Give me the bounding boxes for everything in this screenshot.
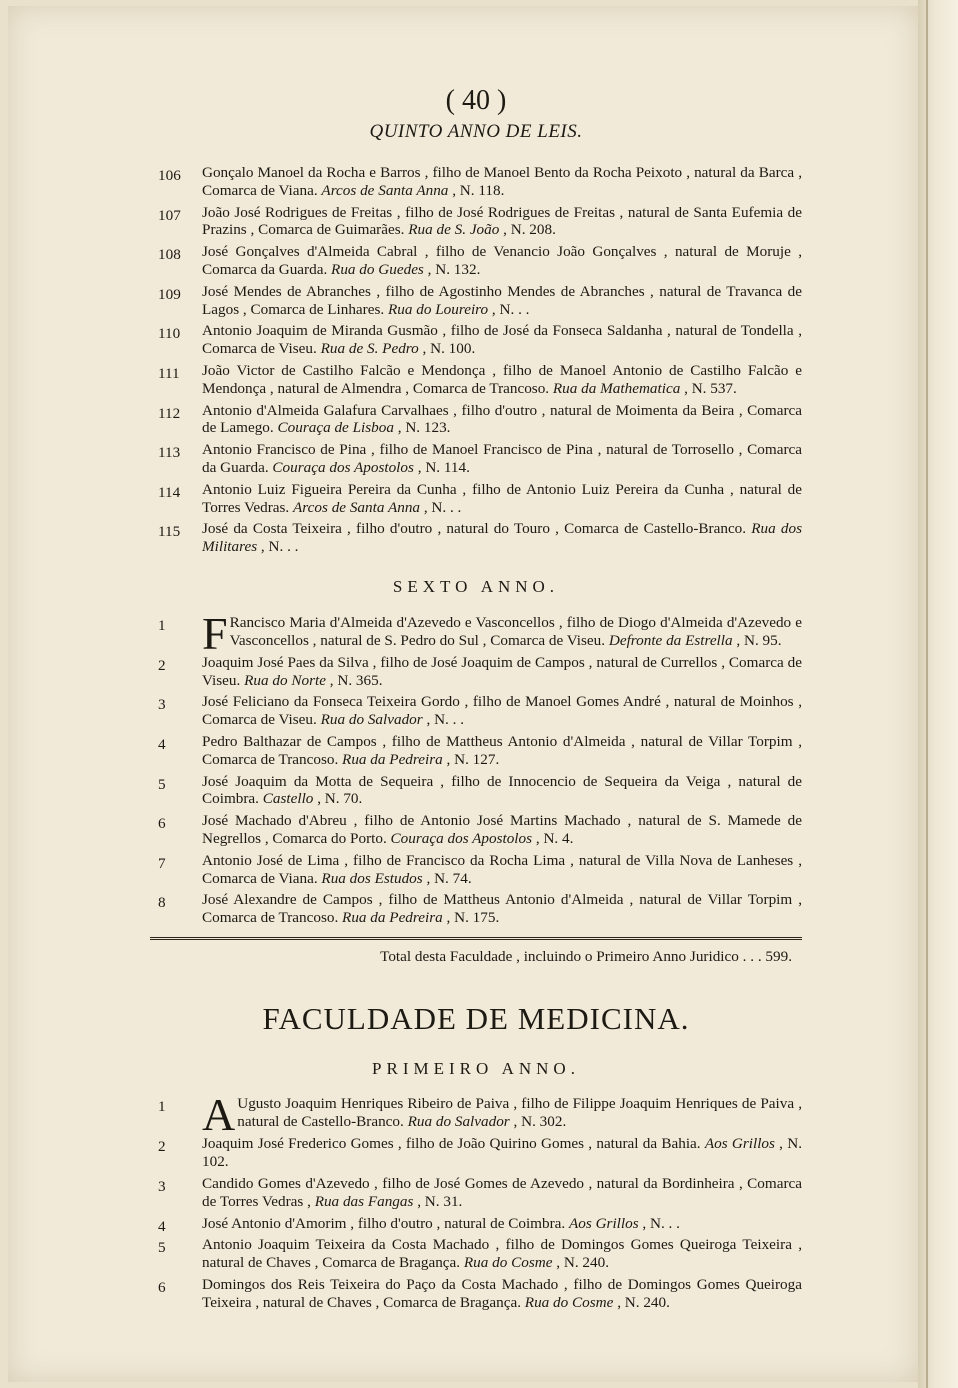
entry-body: Domingos dos Reis Teixeira do Paço da Costa Machado , filho de Domingos Gomes Queiroga Teixeira , natural de Chaves , Comarca de Bragança. bbox=[202, 1276, 802, 1311]
entry-text bbox=[202, 322, 802, 358]
entry-house-number: , N. 240. bbox=[552, 1254, 609, 1272]
entry-house-number: , N. 127. bbox=[442, 750, 500, 768]
entry-number: 4 bbox=[158, 735, 166, 753]
entry-number: 107 bbox=[158, 206, 181, 224]
entry-house-number: , N. . . bbox=[257, 538, 299, 556]
entry-text bbox=[202, 773, 802, 809]
entry-house-number: , N. 240. bbox=[613, 1293, 670, 1311]
entry-house-number: , N. 95. bbox=[732, 631, 782, 649]
student-entry bbox=[150, 243, 802, 279]
entry-number: 8 bbox=[158, 894, 166, 912]
entry-house-number: , N. . . bbox=[422, 711, 465, 729]
entry-body: José Gonçalves d'Almeida Cabral , filho de Venancio João Gonçalves , natural de Moruje , Comarca da Guarda. bbox=[202, 243, 802, 278]
entry-number: 7 bbox=[158, 854, 166, 872]
entry-address: Rua do Cosme bbox=[463, 1254, 553, 1272]
student-entry bbox=[150, 322, 802, 358]
entry-text bbox=[202, 1276, 802, 1312]
student-entry bbox=[150, 481, 802, 517]
entry-body: Antonio Joaquim Teixeira da Costa Machado , filho de Domingos Gomes Queiroga Teixeira , natural de Chaves , Comarca de Bragança. bbox=[202, 1236, 802, 1272]
student-entry bbox=[150, 773, 802, 809]
entry-body: Antonio Joaquim de Miranda Gusmão , filho de José da Fonseca Saldanha , natural de Tondella , Comarca de Viseu. bbox=[202, 322, 802, 358]
entry-house-number: , N. 31. bbox=[413, 1192, 463, 1210]
entry-number: 114 bbox=[158, 483, 181, 501]
entry-house-number: , N. 70. bbox=[313, 790, 363, 808]
student-entry bbox=[150, 441, 802, 477]
student-entry bbox=[150, 1135, 802, 1171]
entry-number: 6 bbox=[158, 1279, 166, 1297]
student-entry bbox=[150, 891, 802, 927]
entry-number: 1 bbox=[158, 1098, 166, 1116]
next-page-edge bbox=[918, 0, 958, 1388]
entry-number: 108 bbox=[158, 246, 181, 264]
entry-number: 112 bbox=[158, 404, 181, 422]
entry-text bbox=[202, 693, 802, 729]
entry-address: Rua do Guedes bbox=[331, 260, 424, 278]
entry-body: José Mendes de Abranches , filho de Agostinho Mendes de Abranches , natural de Travanca de Lagos , Comarca de Linhares. bbox=[202, 282, 802, 318]
entry-text bbox=[202, 402, 802, 438]
entry-body: José Joaquim da Motta de Sequeira , filho de Innocencio de Sequeira da Veiga , natural de Coimbra. bbox=[202, 772, 802, 808]
page-number: ( 40 ) bbox=[445, 85, 507, 116]
entry-number: 5 bbox=[158, 775, 166, 793]
entry-number: 3 bbox=[158, 1178, 166, 1196]
student-entry bbox=[150, 1089, 802, 1141]
quinto-anno-list bbox=[150, 164, 802, 556]
entry-text bbox=[202, 654, 802, 690]
entry-text bbox=[202, 607, 802, 659]
entry-house-number: , N. 4. bbox=[532, 829, 574, 847]
entry-body: Joaquim José Paes da Silva , filho de José Joaquim de Campos , natural de Currellos , Comarca de Viseu. bbox=[202, 653, 802, 689]
entry-address: Couraça dos Apostolos bbox=[390, 829, 533, 847]
entry-address: Rua da Mathematica bbox=[552, 379, 681, 397]
entry-text bbox=[202, 283, 802, 319]
entry-address: Rua do Cosme bbox=[524, 1293, 614, 1311]
entry-body: Antonio Francisco de Pina , filho de Manoel Francisco de Pina , natural de Torrosello , Comarca da Guarda. bbox=[202, 441, 802, 476]
page-content bbox=[150, 84, 802, 1316]
entry-text bbox=[202, 812, 802, 848]
student-entry bbox=[150, 693, 802, 729]
student-entry bbox=[150, 654, 802, 690]
faculty-total: Total desta Faculdade , incluindo o Primeiro Anno Juridico . . . 599. bbox=[150, 937, 802, 966]
entry-address: Rua da Pedreira bbox=[342, 909, 443, 927]
entry-house-number: , N. 537. bbox=[680, 379, 737, 397]
running-head: QUINTO ANNO DE LEIS. bbox=[369, 121, 583, 142]
entry-number: 5 bbox=[158, 1239, 166, 1257]
entry-number: 3 bbox=[158, 696, 166, 714]
entry-body: Antonio José de Lima , filho de Francisco da Rocha Lima , natural de Villa Nova de Lanheses , Comarca de Viana. bbox=[202, 851, 802, 887]
entry-text bbox=[202, 243, 802, 279]
entry-address: Rua das Fangas bbox=[314, 1192, 414, 1210]
entry-body: José da Costa Teixeira , filho d'outro , natural do Touro , Comarca de Castello-Branco. bbox=[202, 520, 752, 538]
student-entry bbox=[150, 812, 802, 848]
entry-house-number: , N. 132. bbox=[423, 260, 481, 278]
entry-address: Castello bbox=[262, 790, 314, 808]
entry-address: Arcos de Santa Anna bbox=[293, 498, 421, 516]
entry-text bbox=[202, 852, 802, 888]
entry-text bbox=[202, 164, 802, 200]
entry-number: 4 bbox=[158, 1217, 166, 1235]
entry-text bbox=[202, 1135, 802, 1171]
entry-address: Arcos de Santa Anna bbox=[321, 181, 449, 199]
entry-body: Joaquim José Frederico Gomes , filho de João Quirino Gomes , natural da Bahia. bbox=[202, 1135, 705, 1153]
entry-address: Rua dos Militares bbox=[202, 520, 803, 556]
entry-house-number: , N. 175. bbox=[442, 909, 500, 927]
entry-text bbox=[202, 520, 802, 556]
entry-body: Gonçalo Manoel da Rocha e Barros , filho de Manoel Bento da Rocha Peixoto , natural da Barca , Comarca de Viana. bbox=[202, 164, 802, 199]
student-entry bbox=[150, 1236, 802, 1272]
student-entry bbox=[150, 402, 802, 438]
entry-house-number: , N. 208. bbox=[499, 221, 556, 239]
drop-cap: A bbox=[202, 1089, 236, 1141]
faculty-heading: FACULDADE DE MEDICINA. bbox=[262, 1000, 690, 1036]
entry-body: Pedro Balthazar de Campos , filho de Mattheus Antonio d'Almeida , natural de Villar Torpim , Comarca de Trancoso. bbox=[202, 732, 802, 768]
entry-house-number: , N. 118. bbox=[448, 181, 505, 199]
entry-number: 113 bbox=[158, 444, 181, 462]
entry-house-number: , N. . . bbox=[638, 1214, 680, 1232]
student-entry bbox=[150, 733, 802, 769]
entry-address: Rua do Norte bbox=[244, 671, 326, 689]
entry-text bbox=[202, 362, 802, 398]
entry-address: Couraça dos Apostolos bbox=[272, 458, 414, 476]
primeiro-anno-list bbox=[150, 1089, 802, 1311]
entry-house-number: , N. 102. bbox=[202, 1135, 802, 1171]
entry-house-number: , N. 114. bbox=[413, 458, 470, 476]
entry-number: 2 bbox=[158, 656, 166, 674]
sexto-anno-heading: SEXTO ANNO. bbox=[392, 576, 560, 596]
entry-address: Rua do Loureiro bbox=[387, 300, 489, 318]
entry-number: 106 bbox=[158, 167, 181, 184]
entry-address: Rua dos Estudos bbox=[321, 869, 423, 887]
student-entry bbox=[150, 607, 802, 659]
entry-number: 1 bbox=[158, 616, 166, 634]
student-entry bbox=[150, 204, 802, 240]
entry-body: José Machado d'Abreu , filho de Antonio José Martins Machado , natural de S. Mamede de Negrellos , Comarca do Porto. bbox=[202, 812, 802, 847]
entry-house-number: , N. 365. bbox=[325, 671, 383, 689]
entry-text bbox=[202, 1215, 802, 1233]
student-entry bbox=[150, 283, 802, 319]
entry-address: Defronte da Estrella bbox=[608, 631, 733, 649]
entry-number: 111 bbox=[158, 364, 180, 382]
entry-house-number: , N. 123. bbox=[393, 419, 451, 437]
entry-number: 2 bbox=[158, 1138, 166, 1156]
entry-body: Antonio Luiz Figueira Pereira da Cunha , filho de Antonio Luiz Pereira da Cunha , natural de Torres Vedras. bbox=[202, 480, 802, 516]
entry-address: Rua da Pedreira bbox=[342, 750, 443, 768]
student-entry bbox=[150, 1276, 802, 1312]
entry-address: Rua de S. João bbox=[408, 221, 500, 239]
entry-text bbox=[202, 733, 802, 769]
entry-number: 110 bbox=[158, 325, 181, 343]
student-entry bbox=[150, 852, 802, 888]
entry-body: José Antonio d'Amorim , filho d'outro , natural de Coimbra. bbox=[202, 1214, 569, 1232]
student-entry bbox=[150, 164, 802, 200]
entry-address: Rua do Salvador bbox=[320, 711, 423, 729]
entry-body: José Alexandre de Campos , filho de Mattheus Antonio d'Almeida , natural de Villar Torpim , Comarca de Trancoso. bbox=[202, 891, 802, 927]
entry-body: José Feliciano da Fonseca Teixeira Gordo , filho de Manoel Gomes André , natural de Moinhos , Comarca de Viseu. bbox=[202, 693, 802, 729]
entry-house-number: , N. 302. bbox=[509, 1113, 567, 1131]
entry-text bbox=[202, 1089, 802, 1141]
entry-body: Rancisco Maria d'Almeida d'Azevedo e Vasconcellos , filho de Diogo d'Almeida d'Azevedo e Vasconcellos , natural de S. Pedro do Sul , Comarca de Viseu. bbox=[229, 613, 802, 649]
entry-text bbox=[202, 1175, 802, 1211]
entry-body: Candido Gomes d'Azevedo , filho de José Gomes de Azevedo , natural da Bordinheira , Comarca de Torres Vedras , bbox=[202, 1175, 802, 1210]
primeiro-anno-heading: PRIMEIRO ANNO. bbox=[372, 1058, 580, 1078]
entry-house-number: , N. . . bbox=[420, 498, 462, 516]
entry-address: Rua de S. Pedro bbox=[320, 340, 419, 358]
entry-text bbox=[202, 204, 802, 240]
entry-text bbox=[202, 891, 802, 927]
student-entry bbox=[150, 1215, 802, 1233]
drop-cap: F bbox=[202, 607, 228, 659]
entry-house-number: , N. 74. bbox=[422, 869, 472, 887]
entry-body: João Victor de Castilho Falcão e Mendonça , filho de Manoel Antonio de Castilho Falcão e Mendonça , natural de Almendra , Comarca de Trancoso. bbox=[202, 361, 802, 397]
entry-text bbox=[202, 481, 802, 517]
entry-house-number: , N. . . bbox=[488, 300, 530, 318]
entry-number: 115 bbox=[158, 523, 181, 541]
entry-body: João José Rodrigues de Freitas , filho de José Rodrigues de Freitas , natural de Santa Eufemia de Prazins , Comarca de Guimarães. bbox=[202, 203, 802, 239]
entry-text bbox=[202, 441, 802, 477]
entry-number: 109 bbox=[158, 285, 181, 303]
student-entry bbox=[150, 520, 802, 556]
entry-address: Aos Grillos bbox=[568, 1214, 639, 1232]
student-entry bbox=[150, 1175, 802, 1211]
entry-house-number: , N. 100. bbox=[418, 340, 476, 358]
entry-body: Ugusto Joaquim Henriques Ribeiro de Paiva , filho de Filippe Joaquim Henriques de Paiva , natural de Castello-Branco. bbox=[237, 1095, 802, 1131]
entry-address: Couraça de Lisboa bbox=[277, 419, 394, 437]
entry-address: Aos Grillos bbox=[704, 1135, 775, 1153]
entry-address: Rua do Salvador bbox=[407, 1113, 510, 1131]
sexto-anno-list bbox=[150, 607, 802, 927]
entry-text bbox=[202, 1236, 802, 1272]
entry-number: 6 bbox=[158, 815, 166, 833]
student-entry bbox=[150, 362, 802, 398]
entry-body: Antonio d'Almeida Galafura Carvalhaes , filho d'outro , natural de Moimenta da Beira , Comarca de Lamego. bbox=[202, 401, 802, 437]
